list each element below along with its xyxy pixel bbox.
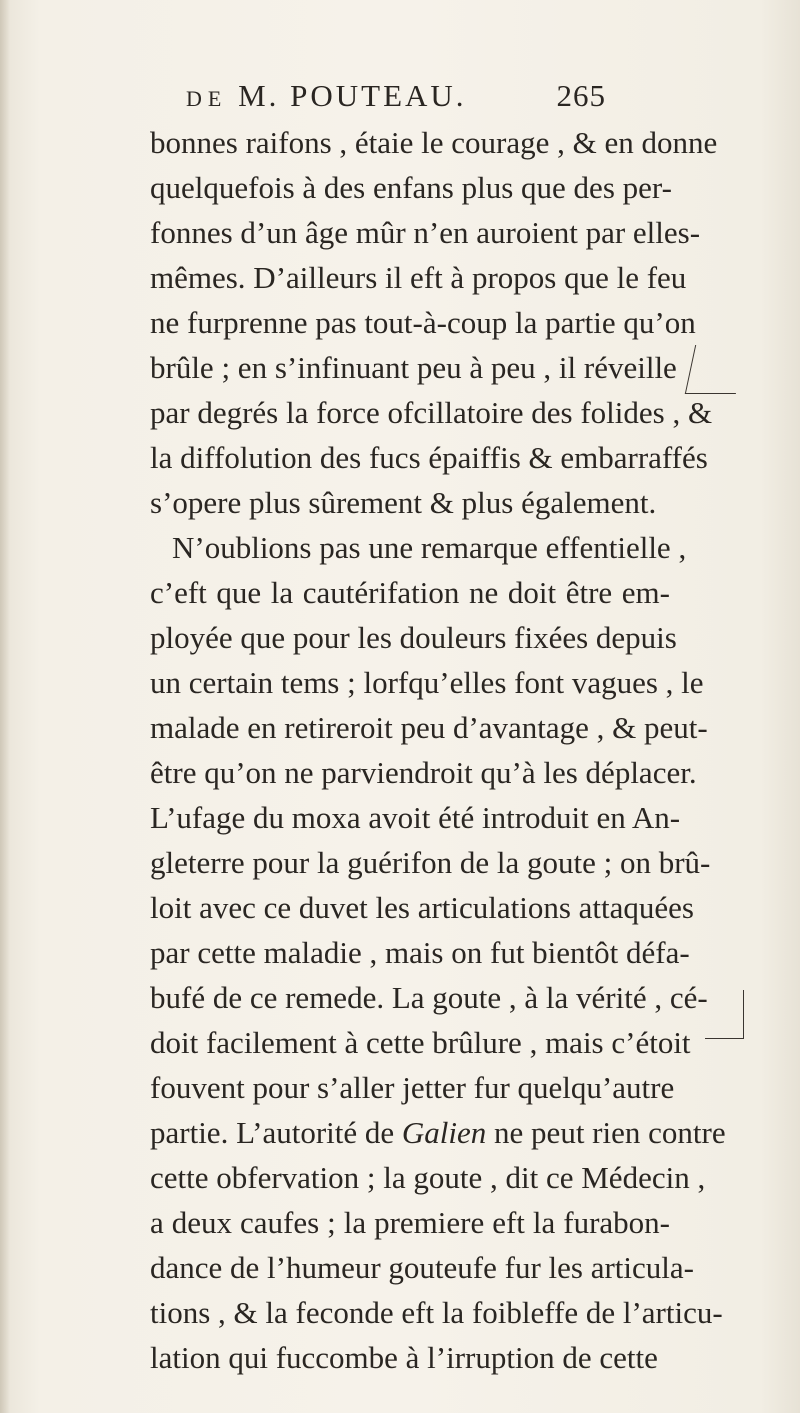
text-line: gleterre pour la guérifon de la goute ; on brû- [150, 845, 711, 880]
text-line: ployée que pour les douleurs fixées depuis [150, 620, 677, 655]
text-line: un certain tems ; lorfqu’elles font vagues , le [150, 665, 704, 700]
running-head-prefix: DE [186, 86, 228, 111]
page-gutter-shadow [0, 0, 10, 1413]
text-line: bufé de ce remede. La goute , à la vérité , cé- [150, 980, 708, 1015]
text-line: dance de l’humeur gouteufe fur les articula- [150, 1250, 694, 1285]
text-line: par degrés la force ofcillatoire des folides , & [150, 395, 713, 430]
text-line: par cette maladie , mais on fut bientôt défa- [150, 935, 690, 970]
text-line: s’opere plus sûrement & plus également. [150, 485, 657, 520]
text-line: la diffolution des fucs épaiffis & embarraffés [150, 440, 708, 475]
running-head-author: M. POUTEAU. [238, 78, 467, 113]
text-line-galien [150, 1110, 726, 1155]
text-line: bonnes raifons , étaie le courage , & en donne [150, 125, 718, 160]
page-number: 265 [556, 78, 606, 113]
body-text [150, 120, 726, 1380]
text-line: loit avec ce duvet les articulations attaquées [150, 890, 694, 925]
text-line: quelquefois à des enfans plus que des per- [150, 170, 672, 205]
text-line: ne furprenne pas tout-à-coup la partie qu’on [150, 305, 696, 340]
text-line: cette obfervation ; la goute , dit ce Médecin , [150, 1160, 706, 1195]
text-line: fonnes d’un âge mûr n’en auroient par elles- [150, 215, 701, 250]
italic-name-galien: Galien [401, 1115, 487, 1150]
text-segment: partie. L’autorité de [150, 1115, 402, 1150]
running-head-title [186, 78, 467, 114]
text-line: doit facilement à cette brûlure , mais c’étoit [150, 1025, 691, 1060]
text-line: malade en retireroit peu d’avantage , & peut- [150, 710, 708, 745]
text-line: lation qui fuccombe à l’irruption de cette [150, 1340, 658, 1375]
text-line: a deux caufes ; la premiere eft la furabon- [150, 1205, 670, 1240]
text-line: fouvent pour s’aller jetter fur quelqu’autre [150, 1070, 675, 1105]
margin-bracket-mark [705, 990, 744, 1039]
text-line: tions , & la feconde eft la foibleffe de l’articu- [150, 1295, 723, 1330]
text-line: L’ufage du moxa avoit été introduit en An- [150, 800, 681, 835]
text-segment: ne peut rien contre [486, 1115, 726, 1150]
text-line: être qu’on ne parviendroit qu’à les déplacer. [150, 755, 697, 790]
margin-bracket-mark [685, 345, 746, 394]
text-line: N’oublions pas une remarque effentielle , [172, 530, 687, 565]
text-line: brûle ; en s’infinuant peu à peu , il réveille [150, 350, 677, 385]
running-head [186, 78, 606, 118]
text-line: c’eft que la cautérifation ne doit être em- [150, 575, 670, 610]
text-line: mêmes. D’ailleurs il eft à propos que le feu [150, 260, 687, 295]
